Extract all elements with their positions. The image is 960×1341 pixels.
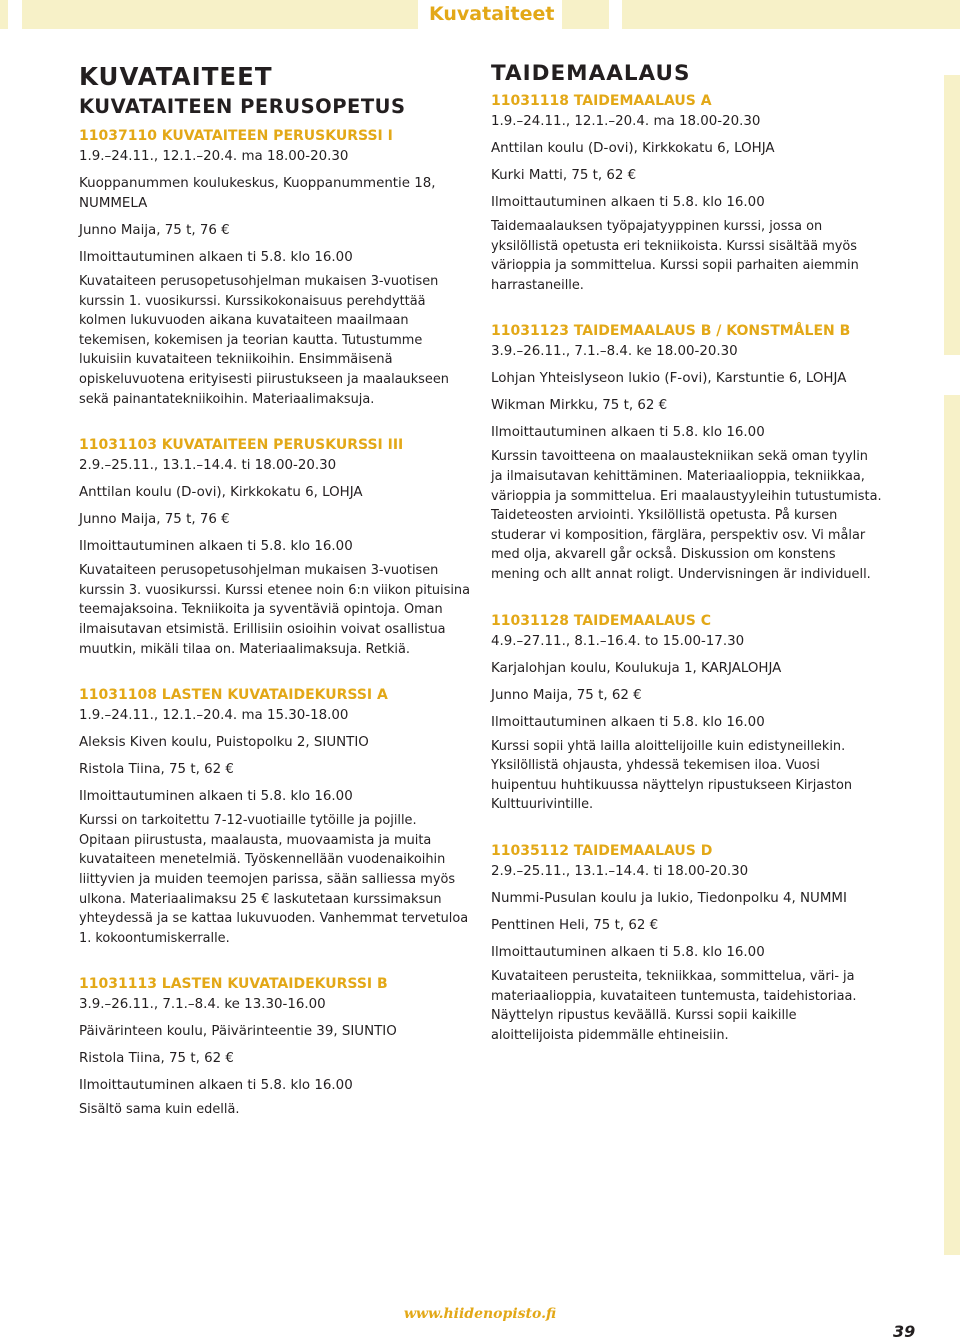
top-header-bar [0, 0, 960, 29]
course-place: Kuoppanummen koulukeskus, Kuoppanummentie 18, NUMMELA [79, 176, 436, 211]
course-entry [491, 320, 883, 584]
course-title: 11037110 KUVATAITEEN PERUSKURSSI I [79, 128, 393, 144]
side-stripe [944, 395, 960, 1255]
course-registration: Ilmoittautuminen alkaen ti 5.8. klo 16.00 [79, 250, 353, 265]
course-teacher: Junno Maija, 75 t, 76 € [79, 512, 230, 528]
course-teacher: Ristola Tiina, 75 t, 62 € [79, 1051, 234, 1067]
course-teacher: Junno Maija, 75 t, 76 € [79, 223, 230, 238]
page-title: KUVATAITEET [79, 62, 273, 91]
course-registration: Ilmoittautuminen alkaen ti 5.8. klo 16.00 [79, 1078, 353, 1094]
course-description: Kuvataiteen perusteita, tekniikkaa, sommittelua, väri- ja materiaalioppia, kuvataiteen tuntemusta, taidehistoriaa. Näyttelyn ripustus keväällä. Kurssi sopii kaikille aloittelijoista pidemmälle ehtineisiin. [491, 968, 857, 1043]
course-entry [79, 684, 471, 948]
course-description: Kurssi sopii yhtä lailla aloittelijoille kuin edistyneillekin. Yksilöllistä ohjausta, yhdessä tekemisen iloa. Vuosi huipentuu huhtikuussa näyttelyn ripustukseen Kirjaston Kulttuurivintille. [491, 738, 853, 813]
course-description: Kurssin tavoitteena on maalaustekniikan sekä oman tyylin ja ilmaisutavan kehittäminen. Materiaalioppia, tekniikkaa, värioppia ja sommittelua. Eri maalaustyyleihin tutustumista. Taideteosten arviointi. Yksilöllistä opetusta. På kursen studerar vi komposition, färglära, perspektiv osv. Vi målar med olja, akvarell går också. Diskussion om konstens mening och allt annat roligt. Undervisningen är individuell. [491, 449, 882, 582]
course-teacher: Junno Maija, 75 t, 62 € [491, 687, 642, 703]
section-title: Kuvataiteet [421, 0, 562, 29]
course-entry [491, 840, 883, 1045]
course-description: Kuvataiteen perusopetusohjelman mukaisen 3-vuotisen kurssin 3. vuosikurssi. Kurssi etenee noin 6:n viikon pituisina teemajaksoina. Tekniikoita ja syventäviä opintoja. Oman ilmaisutavan etsimistä. Erillisiin osioihin voivat osallistua muutkin, mikäli tilaa on. Materiaalimaksuja. Retkiä. [79, 563, 470, 657]
section-subtitle: KUVATAITEEN PERUSOPETUS [79, 95, 406, 118]
course-registration: Ilmoittautuminen alkaen ti 5.8. klo 16.00 [491, 425, 765, 441]
course-title: 11031128 TAIDEMAALAUS C [491, 612, 712, 629]
course-description: Taidemaalauksen työpajatyyppinen kurssi, jossa on yksilöllistä opetusta eri tekniikoista. Kurssi sisältää myös värioppia ja sommittelua. Kurssi sopii parhaiten aiemmin harrastaneille. [491, 219, 859, 293]
course-entry [79, 973, 471, 1120]
course-title: 11031108 LASTEN KUVATAIDEKURSSI A [79, 687, 388, 704]
course-dates: 3.9.–26.11., 7.1.–8.4. ke 18.00-20.30 [491, 344, 738, 360]
left-column [79, 60, 471, 1145]
course-registration: Ilmoittautuminen alkaen ti 5.8. klo 16.00 [79, 539, 353, 555]
course-title: 11031118 TAIDEMAALAUS A [491, 93, 712, 109]
course-teacher: Wikman Mirkku, 75 t, 62 € [491, 398, 668, 414]
course-place: Päivärinteen koulu, Päivärinteentie 39, SIUNTIO [79, 1024, 397, 1040]
section-heading: TAIDEMAALAUS [491, 61, 691, 86]
course-entry [79, 434, 471, 659]
header-stripe [0, 0, 8, 29]
page-number: 39 [893, 1322, 916, 1341]
side-stripe [944, 75, 960, 355]
right-column [491, 60, 883, 1070]
course-place: Nummi-Pusulan koulu ja lukio, Tiedonpolku 4, NUMMI [491, 890, 847, 906]
course-place: Karjalohjan koulu, Koulukuja 1, KARJALOHJA [491, 660, 782, 676]
course-dates: 4.9.–27.11., 8.1.–16.4. to 15.00-17.30 [491, 633, 745, 649]
course-registration: Ilmoittautuminen alkaen ti 5.8. klo 16.00 [491, 714, 765, 730]
course-description: Kuvataiteen perusopetusohjelman mukaisen 3-vuotisen kurssin 1. vuosikurssi. Kurssikokonaisuus perehdyttää kolmen lukuvuoden aikana kuvataiteen maailmaan tekemisen, kokemisen ja teorian kautta. Tutustumme lukuisiin kuvataiteen tekniikoihin. Ensimmäisenä opiskeluvuotena erityisesti piirustukseen ja maalaukseen sekä painantatekniikoihin. Materiaalimaksuja. [79, 274, 449, 407]
course-entry [491, 90, 883, 295]
course-description: Kurssi on tarkoitettu 7-12-vuotiaille tytöille ja pojille. Opitaan piirustusta, maalausta, muovaamista ja muita kuvataiteen menetelmiä. Työskennellään vuodenaikoihin liittyvien ja muiden teemojen parissa, sään salliessa myös ulkona. Materiaalimaksu 25 € laskutetaan kurssimaksun yhteydessä ja se kattaa lukuvuoden. Vanhemmat tervetuloa 1. kokoontumiskerralle. [79, 813, 469, 946]
course-teacher: Kurki Matti, 75 t, 62 € [491, 168, 637, 183]
header-stripe [22, 0, 418, 29]
course-place: Aleksis Kiven koulu, Puistopolku 2, SIUNTIO [79, 735, 369, 751]
course-teacher: Penttinen Heli, 75 t, 62 € [491, 917, 659, 933]
course-entry [79, 125, 471, 409]
course-dates: 2.9.–25.11., 13.1.–14.4. ti 18.00-20.30 [79, 458, 337, 474]
course-place: Anttilan koulu (D-ovi), Kirkkokatu 6, LOHJA [491, 141, 775, 156]
course-dates: 3.9.–26.11., 7.1.–8.4. ke 13.30-16.00 [79, 997, 326, 1013]
course-entry [491, 610, 883, 815]
course-dates: 1.9.–24.11., 12.1.–20.4. ma 18.00-20.30 [79, 149, 349, 164]
course-title: 11031123 TAIDEMAALAUS B / KONSTMÅLEN B [491, 323, 851, 340]
header-stripe [622, 0, 960, 29]
course-description: Sisältö sama kuin edellä. [79, 1102, 240, 1118]
course-title: 11031113 LASTEN KUVATAIDEKURSSI B [79, 976, 388, 993]
course-title: 11035112 TAIDEMAALAUS D [491, 842, 713, 859]
course-registration: Ilmoittautuminen alkaen ti 5.8. klo 16.00 [491, 195, 765, 210]
course-dates: 1.9.–24.11., 12.1.–20.4. ma 18.00-20.30 [491, 114, 761, 129]
course-dates: 1.9.–24.11., 12.1.–20.4. ma 15.30-18.00 [79, 708, 349, 724]
course-title: 11031103 KUVATAITEEN PERUSKURSSI III [79, 437, 404, 454]
course-place: Anttilan koulu (D-ovi), Kirkkokatu 6, LOHJA [79, 485, 363, 501]
footer-url-link[interactable]: www.hiidenopisto.fi [403, 1306, 557, 1322]
course-teacher: Ristola Tiina, 75 t, 62 € [79, 762, 234, 778]
course-registration: Ilmoittautuminen alkaen ti 5.8. klo 16.00 [79, 789, 353, 805]
course-place: Lohjan Yhteislyseon lukio (F-ovi), Karstuntie 6, LOHJA [491, 371, 847, 387]
course-registration: Ilmoittautuminen alkaen ti 5.8. klo 16.00 [491, 944, 765, 960]
course-dates: 2.9.–25.11., 13.1.–14.4. ti 18.00-20.30 [491, 863, 749, 879]
